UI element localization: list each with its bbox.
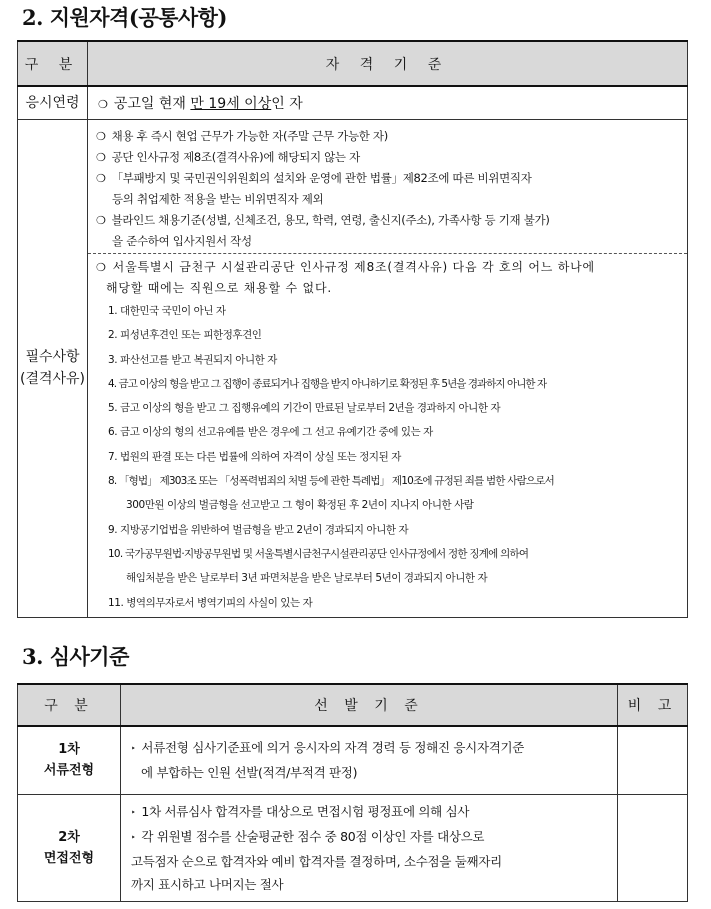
triangle-bullet-icon: ‣ [131, 744, 136, 754]
stage1-criteria [121, 726, 618, 794]
general-item-text: 「부패방지 및 국민권익위원회의 설치와 운영에 관한 법률」제82조에 따른 비위면직자 [111, 171, 532, 185]
bullet-icon: ❍ [96, 151, 106, 164]
general-item [96, 126, 683, 147]
disqualification-item-cont: 300만원 이상의 벌금형을 선고받고 그 형이 확정된 후 2년이 지나지 아니한 사람 [126, 499, 474, 512]
disqualification-item: 10. 국가공무원법·지방공무원법 및 서울특별시금천구시설관리공단 인사규정에서 정한 징계에 의하여 [108, 547, 529, 560]
disqualification-item: 7. 법원의 판결 또는 다른 법률에 의하여 자격이 상실 또는 정지된 자 [108, 450, 401, 463]
age-text-underlined: 만 19세 이상 [190, 96, 272, 112]
stage2-label-line1: 2차 [58, 829, 80, 845]
disqualification-item: 3. 파산선고를 받고 복권되지 아니한 자 [108, 353, 277, 366]
stage2-label-line2: 면접전형 [43, 850, 95, 866]
age-criteria [88, 86, 688, 120]
disqualification-item: 2. 피성년후견인 또는 피한정후견인 [108, 329, 262, 342]
header-criteria: 자 격 기 준 [88, 41, 688, 86]
required-criteria [88, 120, 688, 618]
bullet-icon: ❍ [98, 98, 108, 111]
disqualification-item-cont: 해임처분을 받은 날로부터 3년 파면처분을 받은 날로부터 5년이 경과되지 아니한 자 [126, 572, 488, 585]
general-item [96, 147, 683, 168]
disqualification-item: 1. 대한민국 국민이 아닌 자 [108, 305, 226, 317]
general-item-text: 채용 후 즉시 현업 근무가 가능한 자(주말 근무 가능한 자) [111, 129, 388, 143]
stage1-bullet [131, 736, 611, 761]
intro-text: 서울특별시 금천구 시설관리공단 인사규정 제8조(결격사유) 다음 각 호의 어느 하나에 [112, 260, 595, 274]
required-label-line2: (결격사유) [19, 371, 86, 388]
stage1-label-line1: 1차 [58, 742, 80, 758]
stage1-label [18, 726, 121, 794]
header-category: 구 분 [18, 41, 88, 86]
section3-title: 3. 심사기준 [22, 644, 129, 669]
disqualification-item: 5. 금고 이상의 형을 받고 그 집행유예의 기간이 만료된 날로부터 2년을 경과하지 아니한 자 [108, 402, 501, 415]
bullet-icon: ❍ [96, 172, 106, 185]
dashed-divider [88, 253, 687, 254]
stage2-text-cont: 까지 표시하고 나머지는 절사 [131, 876, 284, 892]
stage2-text-cont: 고득점자 순으로 합격자와 예비 합격자를 결정하며, 소수점을 둘째자리 [131, 853, 502, 869]
age-text-post: 인 자 [271, 96, 303, 112]
disqualification-intro-cont: 해당할 때에는 직원으로 채용할 수 없다. [106, 281, 332, 295]
bullet-icon: ❍ [96, 130, 106, 143]
stage1-text: 서류전형 심사기준표에 의거 응시자의 자격 경력 등 정해진 응시자격기준 [141, 740, 525, 756]
general-requirements [88, 120, 687, 617]
stage2-bullet [131, 825, 611, 850]
screening-table-header [18, 684, 688, 726]
header-category: 구 분 [18, 684, 121, 726]
required-row [18, 120, 688, 618]
triangle-bullet-icon: ‣ [131, 807, 136, 817]
header-remarks: 비 고 [618, 684, 688, 726]
header-selection-criteria: 선 발 기 준 [121, 684, 618, 726]
disqualification-item: 8. 「형법」 제303조 또는 「성폭력범죄의 처벌 등에 관한 특례법」 제10조에 규정된 죄를 범한 사람으로서 [108, 475, 554, 488]
stage1-row [18, 726, 688, 794]
triangle-bullet-icon: ‣ [131, 832, 136, 842]
age-row [18, 86, 688, 120]
stage2-bullet [131, 800, 611, 825]
stage2-text: 1차 서류심사 합격자를 대상으로 면접시험 평정표에 의해 심사 [141, 803, 470, 819]
age-text-pre: 공고일 현재 [113, 96, 191, 112]
age-label: 응시연령 [18, 86, 88, 120]
stage2-text: 각 위원별 점수를 산술평균한 점수 중 80점 이상인 자를 대상으로 [141, 828, 485, 844]
disqualification-item: 6. 금고 이상의 형의 선고유예를 받은 경우에 그 선고 유예기간 중에 있는 자 [108, 426, 433, 439]
stage2-criteria [121, 794, 618, 901]
general-item-text: 공단 인사규정 제8조(결격사유)에 해당되지 않는 자 [111, 150, 360, 164]
general-item-cont: 을 준수하여 입사지원서 작성 [112, 234, 252, 248]
stage2-row [18, 794, 688, 901]
qualification-table-header [18, 41, 688, 86]
disqualification-item: 11. 병역의무자로서 병역기피의 사실이 있는 자 [108, 596, 313, 609]
disqualification-item: 9. 지방공기업법을 위반하여 벌금형을 받고 2년이 경과되지 아니한 자 [108, 523, 409, 536]
stage1-remarks [618, 726, 688, 794]
screening-table [17, 683, 688, 902]
stage1-label-line2: 서류전형 [43, 763, 95, 779]
disqualification-intro [96, 257, 683, 278]
general-item [96, 210, 683, 231]
stage1-text-cont: 에 부합하는 인원 선발(적격/부적격 판정) [141, 765, 358, 781]
section2-title: 2. 지원자격(공통사항) [22, 5, 227, 30]
general-item [96, 168, 683, 189]
disqualification-item: 4. 금고 이상의 형을 받고 그 집행이 종료되거나 집행을 받지 아니하기로 확정된 후 5년을 경과하지 아니한 자 [108, 377, 547, 390]
stage2-label [18, 794, 121, 901]
general-item-text: 블라인드 채용기준(성별, 신체조건, 용모, 학력, 연령, 출신지(주소), 가족사항 등 기재 불가) [111, 213, 550, 227]
required-label [18, 120, 88, 618]
stage2-remarks [618, 794, 688, 901]
required-label-line1: 필수사항 [25, 349, 80, 366]
general-item-cont: 등의 취업제한 적용을 받는 비위면직자 제외 [112, 192, 324, 206]
bullet-icon: ❍ [96, 214, 106, 227]
bullet-icon: ❍ [96, 261, 107, 274]
qualification-table [17, 40, 688, 618]
